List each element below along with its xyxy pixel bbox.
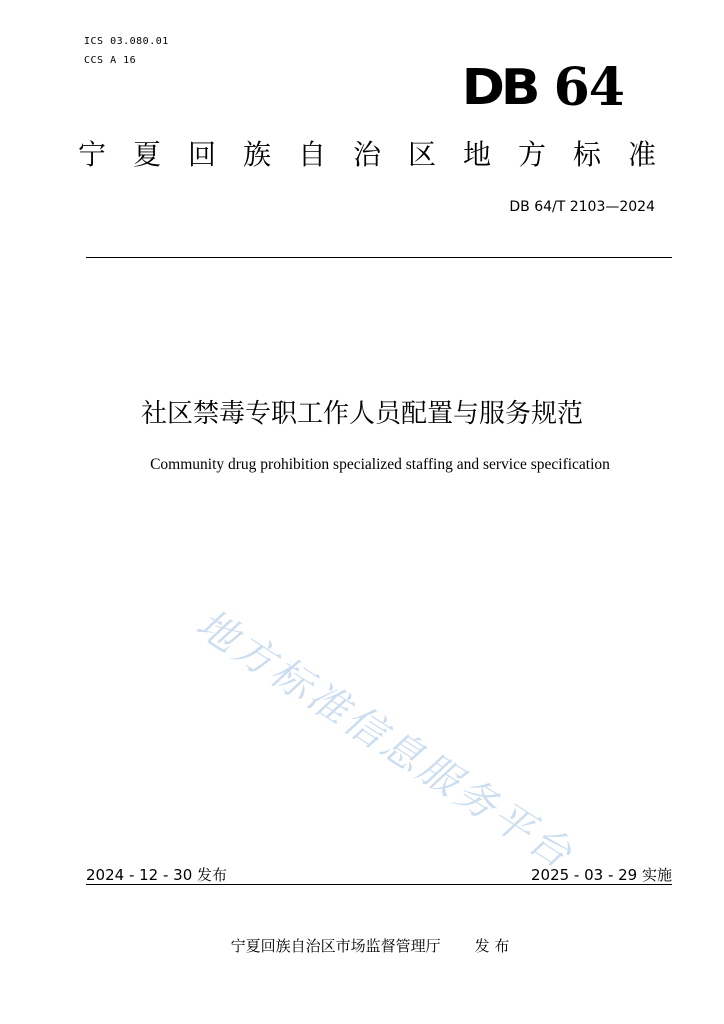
logo-number: 64 <box>553 57 624 118</box>
top-divider <box>86 257 672 258</box>
publish-date: 2024 - 12 - 30 发布 <box>86 866 228 884</box>
title-chinese: 社区禁毒专职工作人员配置与服务规范 <box>140 399 583 429</box>
issuer <box>0 935 724 956</box>
standard-type: 宁夏回族自治区地方标准 <box>78 138 684 171</box>
ics-code: ICS 03.080.01 <box>84 36 169 47</box>
ccs-code: CCS A 16 <box>84 55 137 66</box>
watermark: 地方标准信息服务平台 <box>187 600 583 880</box>
bottom-divider <box>86 884 672 885</box>
issuer-action: 发 布 <box>474 937 510 955</box>
logo-prefix: DB <box>461 59 537 117</box>
implement-date: 2025 - 03 - 29 实施 <box>530 866 672 884</box>
issuer-name: 宁夏回族自治区市场监督管理厅 <box>230 937 441 955</box>
db-logo <box>461 57 624 118</box>
standard-number: DB 64/T 2103—2024 <box>509 199 655 215</box>
title-english: Community drug prohibition specialized staffing and service specification <box>150 456 610 473</box>
